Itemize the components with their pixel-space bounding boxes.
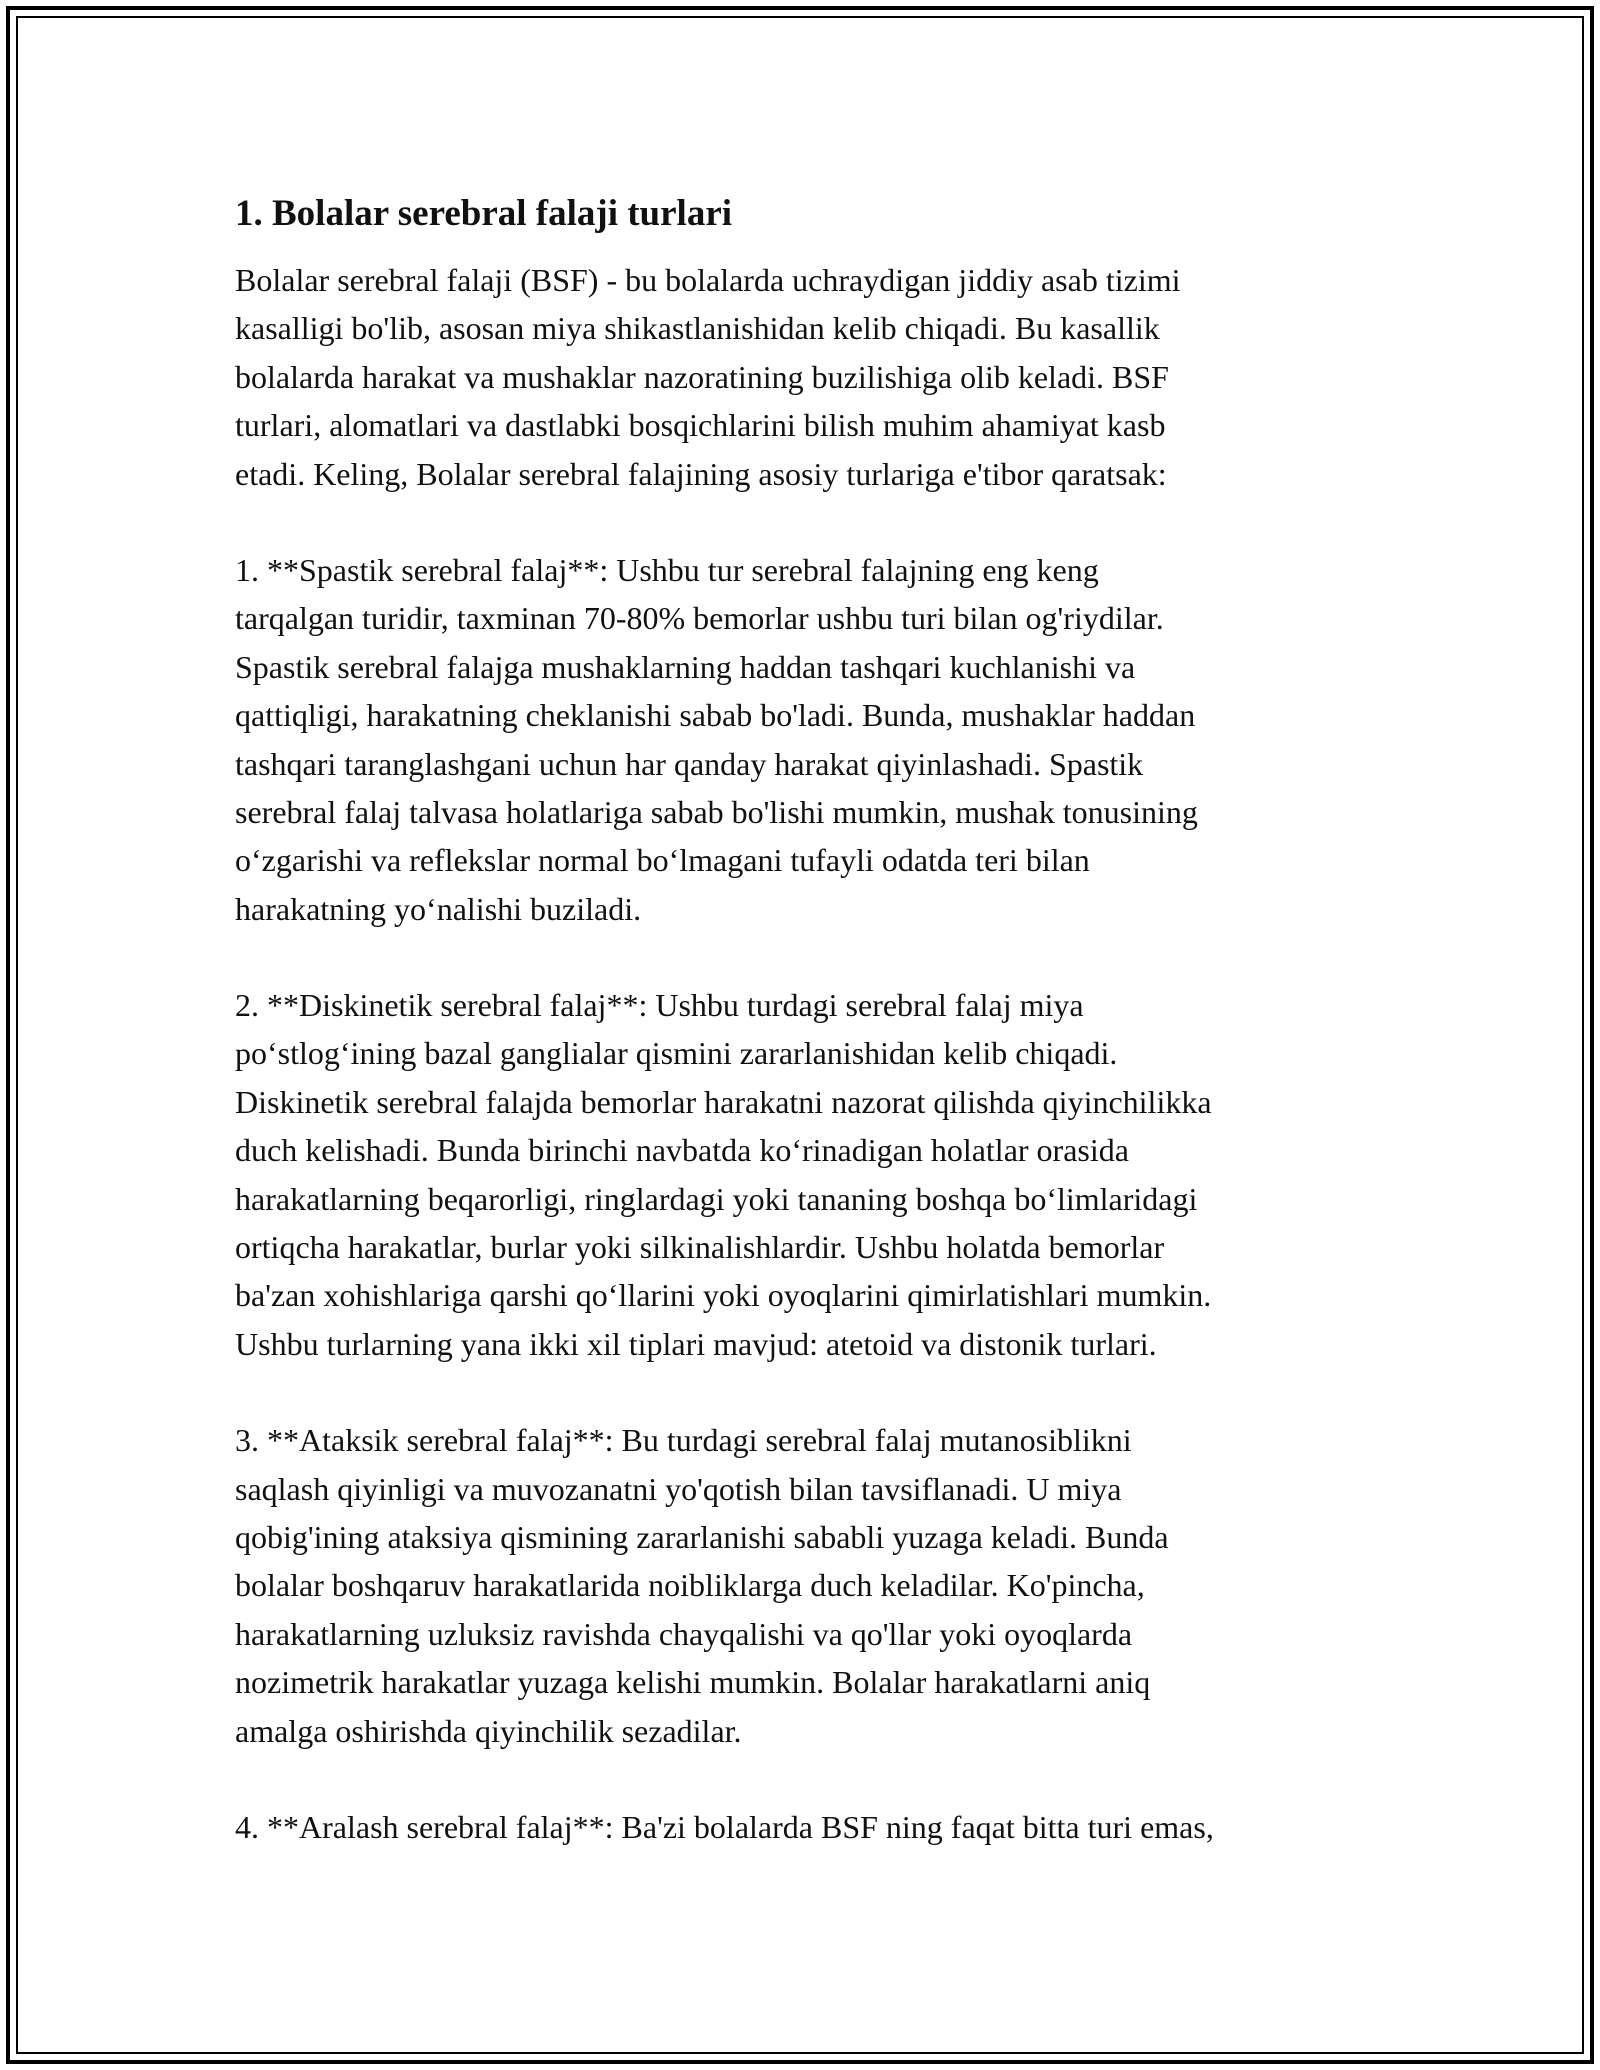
paragraph-aralash: [235, 1803, 1365, 1851]
text-line: harakatlarning uzluksiz ravishda chayqalishi va qo'llar yoki oyoqlarda: [235, 1615, 1133, 1652]
text-line: tashqari taranglashgani uchun har qanday harakat qiyinlashadi. Spastik: [235, 745, 1144, 782]
text-line: 1. **Spastik serebral falaj**: Ushbu tur serebral falajning eng keng: [235, 551, 1099, 588]
text-line: ba'zan xohishlariga qarshi qo‘llarini yoki oyoqlarini qimirlatishlari mumkin.: [235, 1277, 1212, 1314]
text-line: bolalar boshqaruv harakatlarida noibliklarga duch keladilar. Ko'pincha,: [235, 1567, 1145, 1604]
text-line: 3. **Ataksik serebral falaj**: Bu turdagi serebral falaj mutanosiblikni: [235, 1422, 1132, 1459]
text-line: nozimetrik harakatlar yuzaga kelishi mumkin. Bolalar harakatlarni aniq: [235, 1664, 1151, 1701]
text-line: 2. **Diskinetik serebral falaj**: Ushbu turdagi serebral falaj miya: [235, 987, 1084, 1024]
text-line: harakatning yo‘nalishi buziladi.: [235, 890, 642, 927]
text-line: turlari, alomatlari va dastlabki bosqichlarini bilish muhim ahamiyat kasb: [235, 407, 1166, 444]
document-body: [235, 190, 1365, 1899]
text-line: amalga oshirishda qiyinchilik sezadilar.: [235, 1712, 742, 1749]
text-line: serebral falaj talvasa holatlariga sabab bo'lishi mumkin, mushak tonusining: [235, 793, 1198, 830]
paragraph-intro: [235, 256, 1365, 498]
paragraph-ataksik: [235, 1416, 1365, 1755]
text-line: kasalligi bo'lib, asosan miya shikastlanishidan kelib chiqadi. Bu kasallik: [235, 310, 1160, 347]
text-line: ortiqcha harakatlar, burlar yoki silkinalishlardir. Ushbu holatda bemorlar: [235, 1229, 1165, 1266]
text-line: bolalarda harakat va mushaklar nazoratining buzilishiga olib keladi. BSF: [235, 358, 1169, 395]
text-line: etadi. Keling, Bolalar serebral falajining asosiy turlariga e'tibor qaratsak:: [235, 455, 1167, 492]
text-line: po‘stlog‘ining bazal ganglialar qismini zararlanishidan kelib chiqadi.: [235, 1035, 1118, 1072]
text-line: Diskinetik serebral falajda bemorlar harakatni nazorat qilishda qiyinchilikka: [235, 1083, 1212, 1120]
text-line: Ushbu turlarning yana ikki xil tiplari mavjud: atetoid va distonik turlari.: [235, 1325, 1157, 1362]
text-line: Spastik serebral falajga mushaklarning haddan tashqari kuchlanishi va: [235, 648, 1136, 685]
text-line: o‘zgarishi va reflekslar normal bo‘lmagani tufayli odatda teri bilan: [235, 842, 1090, 879]
section-title: 1. Bolalar serebral falaji turlari: [235, 193, 733, 234]
text-line: Bolalar serebral falaji (BSF) - bu bolalarda uchraydigan jiddiy asab tizimi: [235, 262, 1181, 298]
text-line: qobig'ining ataksiya qismining zararlanishi sababli yuzaga keladi. Bunda: [235, 1518, 1169, 1555]
text-line: tarqalgan turidir, taxminan 70-80% bemorlar ushbu turi bilan og'riydilar.: [235, 600, 1164, 637]
paragraph-spastik: [235, 546, 1365, 933]
text-line: saqlash qiyinligi va muvozanatni yo'qotish bilan tavsiflanadi. U miya: [235, 1470, 1122, 1507]
text-line: qattiqligi, harakatning cheklanishi sabab bo'ladi. Bunda, mushaklar haddan: [235, 697, 1196, 734]
paragraph-diskinetik: [235, 981, 1365, 1368]
text-line: 4. **Aralash serebral falaj**: Ba'zi bolalarda BSF ning faqat bitta turi emas,: [235, 1808, 1214, 1845]
text-line: harakatlarning beqarorligi, ringlardagi yoki tananing boshqa bo‘limlaridagi: [235, 1180, 1198, 1217]
text-line: duch kelishadi. Bunda birinchi navbatda ko‘rinadigan holatlar orasida: [235, 1132, 1129, 1169]
